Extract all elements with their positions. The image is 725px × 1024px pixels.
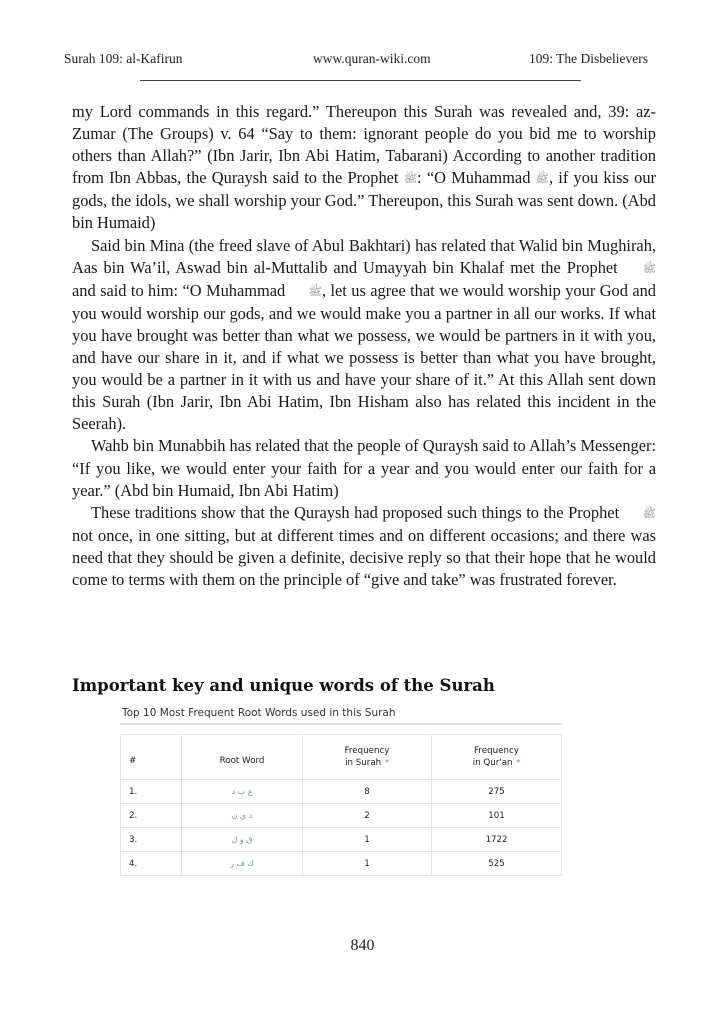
root-word-link[interactable]: د ي ن (231, 810, 253, 820)
paragraph: These traditions show that the Quraysh had proposed such things to the Prophet ﷺ not once, in one sitting, but at different times and on different occasions; and there was need that they should be given a definite, decisive reply so that their hope that he would come to terms with them on the principle of “give and take” was frustrated forever. (72, 502, 656, 589)
frequency-quran-cell: 1722 (432, 828, 562, 852)
asterisk-icon: * (516, 757, 521, 767)
row-number: 4. (121, 852, 182, 876)
frequency-quran-cell: 101 (432, 804, 562, 828)
header-surah-title: 109: The Disbelievers (529, 51, 648, 66)
table-title-divider (120, 723, 562, 725)
header-website: www.quran-wiki.com (313, 51, 431, 66)
frequency-quran-cell: 275 (432, 780, 562, 804)
root-words-table (120, 734, 562, 876)
header-frequency-surah: Frequency in Surah * (303, 735, 432, 780)
root-word-link[interactable]: ك ف ر (230, 858, 254, 868)
frequency-surah-cell: 1 (303, 828, 432, 852)
table-title: Top 10 Most Frequent Root Words used in this Surah (122, 707, 396, 719)
frequency-surah-cell: 1 (303, 852, 432, 876)
root-word-link[interactable]: ق و ل (231, 834, 253, 844)
row-number: 3. (121, 828, 182, 852)
root-word-cell[interactable] (182, 828, 303, 852)
pbuh-honorific-icon: ﷺ (642, 262, 656, 275)
pbuh-honorific-icon: ﷺ (308, 285, 322, 298)
pbuh-honorific-icon: ﷺ (642, 507, 656, 520)
page-number: 840 (350, 937, 375, 954)
section-heading: Important key and unique words of the Surah (72, 676, 495, 695)
root-words-widget (120, 706, 562, 876)
asterisk-icon: * (384, 757, 389, 767)
pbuh-honorific-icon: ﷺ (403, 173, 418, 186)
root-word-cell[interactable] (182, 852, 303, 876)
paragraph: my Lord commands in this regard.” Thereupon this Surah was revealed and, 39: az-Zumar (The Groups) v. 64 “Say to them: ignorant people do you bid me to worship others than Allah?” (Ibn Jarir, Ibn Abi Hatim, Tabarani) According to another tradition from Ibn Abbas, the Quraysh said to the Prophet ﷺ: “O Muhammad ﷺ, if you kiss our gods, the idols, we shall worship your God.” Thereupon, this Surah was sent down. (Abd bin Humaid) (72, 102, 656, 233)
frequency-surah-cell: 8 (303, 780, 432, 804)
root-word-cell[interactable] (182, 780, 303, 804)
table-row (121, 852, 562, 876)
root-word-cell[interactable] (182, 804, 303, 828)
table-row (121, 780, 562, 804)
table-row (121, 804, 562, 828)
table-row (121, 828, 562, 852)
paragraph: Said bin Mina (the freed slave of Abul Bakhtari) has related that Walid bin Mughirah, Aas bin Wa’il, Aswad bin al-Muttalib and Umayyah bin Khalaf met the Prophet ﷺ and said to him: “O Muhammad ﷺ, let us agree that we would worship your God and you would worship our gods, and we would make you a partner in all our works. If what you have brought was better than what we possess, we would be partners in it with you, and have our share in it, and if what we possess is better than what you have brought, you would be a partner in it with us and have your share of it.” At this Allah sent down this Surah (Ibn Jarir, Ibn Abi Hatim, Ibn Hisham also has related this incident in the Seerah). (72, 235, 656, 434)
header-surah-name: Surah 109: al-Kafirun (64, 51, 183, 66)
running-header (64, 51, 648, 69)
header-frequency-quran: Frequency in Qur'an * (432, 735, 562, 780)
header-number: # (121, 735, 182, 780)
row-number: 2. (121, 804, 182, 828)
row-number: 1. (121, 780, 182, 804)
frequency-quran-cell: 525 (432, 852, 562, 876)
pbuh-honorific-icon: ﷺ (535, 173, 549, 186)
table-header-row (121, 735, 562, 780)
body-text (72, 101, 656, 591)
header-root-word: Root Word (182, 735, 303, 780)
root-word-link[interactable]: ع ب د (231, 786, 253, 796)
paragraph: Wahb bin Munabbih has related that the people of Quraysh said to Allah’s Messenger: “If you like, we would enter your faith for a year and you would enter our faith for a year.” (Abd bin Humaid, Ibn Abi Hatim) (72, 436, 656, 500)
frequency-surah-cell: 2 (303, 804, 432, 828)
header-divider (140, 80, 581, 81)
